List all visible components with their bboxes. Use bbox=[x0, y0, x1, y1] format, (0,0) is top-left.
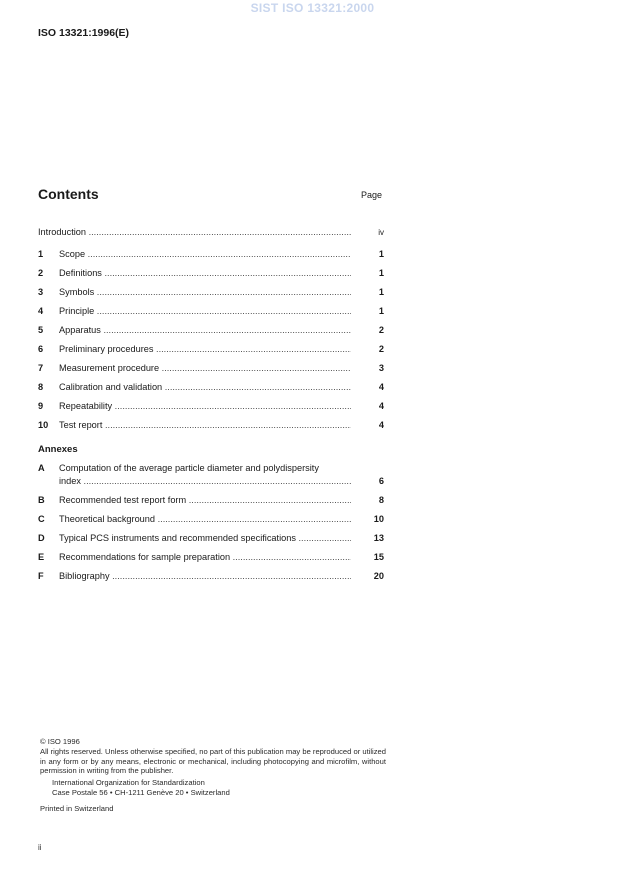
toc-entry-measurement-procedure[interactable] bbox=[38, 362, 384, 375]
toc-entry-title: Theoretical background ..... bbox=[59, 513, 351, 526]
toc-entry-title: Bibliography ..... bbox=[59, 570, 351, 583]
toc-entry-annex-c[interactable] bbox=[38, 513, 384, 526]
toc-entry-page: 2 bbox=[378, 325, 384, 335]
toc-entry-number: 8 bbox=[38, 382, 44, 392]
toc-entry-number: A bbox=[38, 463, 45, 473]
copyright-printed: Printed in Switzerland bbox=[40, 803, 114, 813]
toc-entry-title-line2: index ..... bbox=[59, 475, 351, 488]
toc-entry-number: 6 bbox=[38, 344, 44, 354]
copyright-block bbox=[40, 737, 386, 814]
toc-entry-title: Introduction ..... bbox=[38, 226, 351, 239]
toc-entry-number: E bbox=[38, 552, 45, 562]
toc-entry-preliminary-procedures[interactable] bbox=[38, 343, 384, 356]
toc-entry-title: Calibration and validation ..... bbox=[59, 381, 351, 394]
toc-entry-title: Definitions ..... bbox=[59, 267, 351, 280]
toc-entry-page: 15 bbox=[373, 552, 384, 562]
toc-entry-test-report[interactable] bbox=[38, 419, 384, 432]
toc-entry-page: 4 bbox=[378, 420, 384, 430]
page-number: ii bbox=[38, 843, 42, 852]
toc-entry-title: Recommended test report form ..... bbox=[59, 494, 351, 507]
toc-entry-number: 9 bbox=[38, 401, 44, 411]
toc-entry-page: 3 bbox=[378, 363, 384, 373]
document-id: ISO 13321:1996(E) bbox=[38, 27, 130, 39]
toc-entry-page: 1 bbox=[378, 268, 384, 278]
copyright-symbol-line: © ISO 1996 bbox=[40, 737, 80, 746]
toc-entry-title: Apparatus ..... bbox=[59, 324, 351, 337]
toc-entry-calibration-and-validation[interactable] bbox=[38, 381, 384, 394]
toc-entry-page: 1 bbox=[378, 249, 384, 259]
toc-entry-number: B bbox=[38, 495, 45, 505]
toc-entry-title: Scope ..... bbox=[59, 248, 351, 261]
toc-entry-scope[interactable] bbox=[38, 248, 384, 261]
toc-entry-page: 8 bbox=[378, 495, 384, 505]
toc-entry-annex-d[interactable] bbox=[38, 532, 384, 545]
toc-entry-annex-e[interactable] bbox=[38, 551, 384, 564]
toc-entry-title: Test report ..... bbox=[59, 419, 351, 432]
page-column-label: Page bbox=[361, 190, 383, 200]
copyright-rights-text: All rights reserved. Unless otherwise specified, no part of this publication may be reproduced or utilized in any form or by any means, electronic or mechanical, including photocopying and microfilm, without permission in writing from the publisher. bbox=[40, 746, 386, 776]
toc-entry-title: Preliminary procedures ..... bbox=[59, 343, 351, 356]
toc-entry-page: 20 bbox=[373, 571, 384, 581]
toc-entry-number: D bbox=[38, 533, 45, 543]
toc-entry-number: C bbox=[38, 514, 45, 524]
toc-entry-page: iv bbox=[378, 228, 384, 237]
copyright-address: Case Postale 56 • CH-1211 Genève 20 • Switzerland bbox=[52, 787, 230, 797]
toc-entry-symbols[interactable] bbox=[38, 286, 384, 299]
toc-entry-repeatability[interactable] bbox=[38, 400, 384, 413]
toc-entry-page: 6 bbox=[378, 476, 384, 486]
toc-entry-title: Repeatability ..... bbox=[59, 400, 351, 413]
toc-entry-page: 13 bbox=[373, 533, 384, 543]
toc-entry-number: 3 bbox=[38, 287, 44, 297]
toc-entry-number: 7 bbox=[38, 363, 44, 373]
toc-entry-number: 2 bbox=[38, 268, 44, 278]
toc-entry-title: Typical PCS instruments and recommended specifications ..... bbox=[59, 532, 351, 545]
contents-title: Contents bbox=[38, 186, 99, 202]
toc-entry-page: 2 bbox=[378, 344, 384, 354]
toc-entry-page: 4 bbox=[378, 382, 384, 392]
toc-entry-principle[interactable] bbox=[38, 305, 384, 318]
copyright-organization: International Organization for Standardization bbox=[52, 778, 205, 788]
toc-entry-number: F bbox=[38, 571, 44, 581]
toc-entry-title: Recommendations for sample preparation ..... bbox=[59, 551, 351, 564]
toc-entry-introduction[interactable] bbox=[38, 226, 384, 239]
annexes-heading: Annexes bbox=[38, 444, 78, 455]
toc-entry-page: 10 bbox=[373, 514, 384, 524]
toc-entry-number: 5 bbox=[38, 325, 44, 335]
toc-entry-page: 1 bbox=[378, 306, 384, 316]
toc-entry-page: 1 bbox=[378, 287, 384, 297]
toc-entry-number: 4 bbox=[38, 306, 44, 316]
toc-entry-title: Symbols ..... bbox=[59, 286, 351, 299]
toc-entry-title-line1: Computation of the average particle diameter and polydispersity bbox=[59, 463, 319, 473]
watermark: SIST ISO 13321:2000 bbox=[250, 1, 375, 15]
toc-entry-apparatus[interactable] bbox=[38, 324, 384, 337]
toc-entry-definitions[interactable] bbox=[38, 267, 384, 280]
toc-entry-title: Measurement procedure ..... bbox=[59, 362, 351, 375]
toc-entry-number: 10 bbox=[38, 420, 49, 430]
toc-entry-page: 4 bbox=[378, 401, 384, 411]
toc-entry-title: Principle ..... bbox=[59, 305, 351, 318]
toc-entry-annex-b[interactable] bbox=[38, 494, 384, 507]
toc-entry-annex-f[interactable] bbox=[38, 570, 384, 583]
toc-entry-annex-a[interactable] bbox=[38, 462, 384, 488]
toc-entry-number: 1 bbox=[38, 249, 44, 259]
